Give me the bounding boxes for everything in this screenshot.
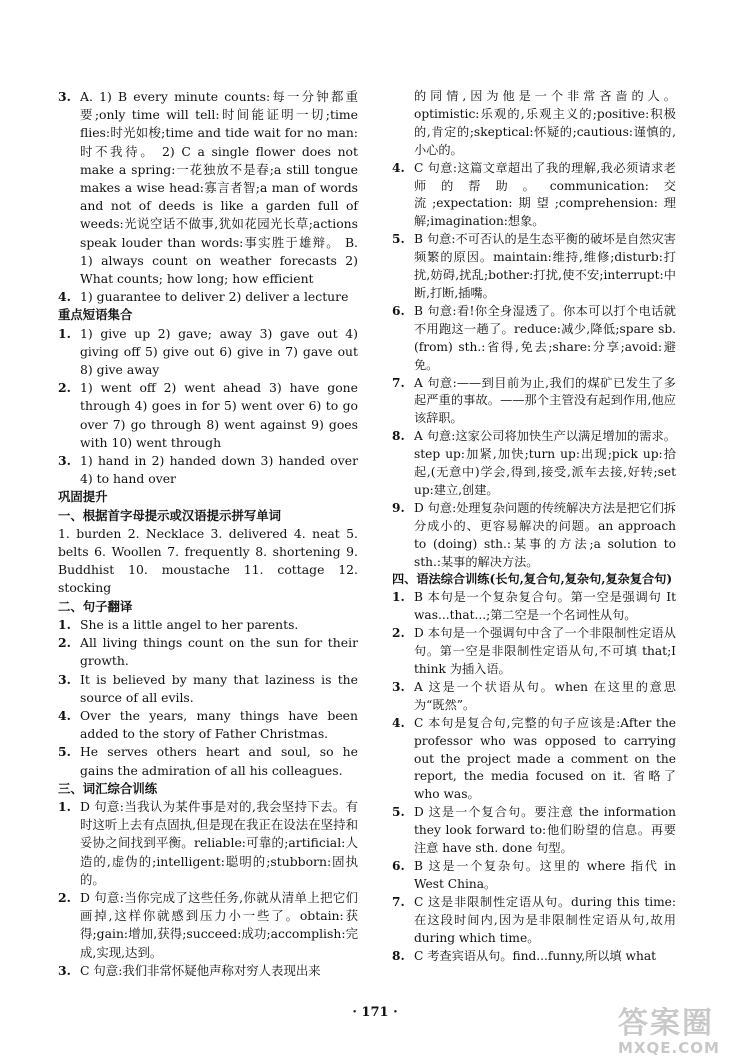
subsection-heading: 四、语法综合训练(长句,复合句,复杂句,复杂复合句) [392, 572, 673, 587]
item-text: D 本句是一个强调句中含了一个非限制性定语从句。第一空是非限制性定语从句,不可填 that;I think 为插入语。 [414, 626, 676, 676]
item-number: 1. [58, 798, 71, 814]
text-block: 1. burden 2. Necklace 3. delivered 4. neat 5. belts 6. Woollen 7. frequently 8. shortening 9. Buddhist 10. moustache 11. cottage 12. stocking [58, 525, 358, 596]
answer-item [392, 160, 676, 232]
item-text: C 这是非限制性定语从句。during this time:在这段时间内,因为是非限制性定语从句,故用 during which time。 [414, 894, 676, 945]
answer-item [58, 379, 358, 452]
item-number: 7. [392, 375, 405, 390]
item-number: 6. [392, 303, 405, 318]
watermark-logo [618, 1008, 746, 1058]
watermark-url: MXQE.COM [618, 1039, 720, 1057]
watermark-text: 答案圈 [618, 1006, 714, 1041]
item-text: B 这是一个复杂句。这里的 where 指代 in West China。 [414, 858, 676, 891]
answer-item [58, 798, 358, 889]
item-number: 3. [392, 679, 405, 694]
item-number: 9. [392, 500, 405, 515]
subsection-heading: 二、句子翻译 [58, 598, 133, 614]
answer-item [392, 231, 676, 303]
item-text: D 这是一个复合句。要注意 the information they look forward to:他们盼望的信息。再要注意 have sth. done 句型。 [414, 805, 676, 856]
item-text: C 本句是复合句,完整的句子应该是:After the professor who was opposed to carrying out the project made a comment on the report, the media focused on it. 省略了 who was。 [414, 715, 676, 802]
right-column [392, 88, 676, 965]
item-number: 4. [392, 160, 405, 175]
answer-item [58, 325, 358, 380]
item-number: 4. [58, 707, 71, 723]
item-text: C 句意:这篇文章超出了我的理解,我必须请求老师的帮助。communication:交流;expectation:期望;comprehension:理解;imagination:想象。 [414, 160, 676, 229]
item-number: 1. [392, 590, 405, 605]
item-number: 2. [58, 635, 71, 651]
answer-item [58, 616, 358, 634]
answer-item [392, 303, 676, 375]
subsection-heading: 三、词汇综合训练 [58, 780, 158, 796]
answer-item [58, 671, 358, 707]
answer-item [392, 858, 676, 894]
answer-item [58, 707, 358, 743]
item-number: 5. [392, 805, 405, 820]
left-column [58, 88, 358, 980]
section-heading: 重点短语集合 [58, 307, 133, 323]
item-number: 2. [392, 626, 405, 641]
item-text: D 句意:当你完成了这些任务,你就从清单上把它们画掉,这样你就感到压力小一些了。obtain:获得;gain:增加,获得;succeed:成功;accomplish:完成,实现,达到。 [80, 889, 358, 960]
item-text: A 这是一个状语从句。when 在这里的意思为“既然”。 [414, 679, 676, 712]
item-text: 1) went off 2) went ahead 3) have gone through 4) goes in for 5) went over 6) to go over 7) go through 8) went against 9) goes with 10) went through [80, 380, 358, 450]
item-number: 8. [392, 948, 405, 963]
item-text: 1) give up 2) gave; away 3) gave out 4) giving off 5) give out 6) give in 7) gave out 8) give away [80, 325, 358, 378]
answer-item [58, 88, 358, 288]
item-number: 2. [58, 889, 71, 905]
answer-item [392, 679, 676, 715]
answer-item [58, 962, 358, 980]
answer-item [392, 948, 676, 966]
answer-item [392, 375, 676, 429]
item-number: 8. [392, 429, 405, 444]
answer-item [58, 452, 358, 488]
item-text: Over the years, many things have been added to the story of Father Christmas. [80, 707, 358, 742]
item-text: She is a little angel to her parents. [80, 616, 299, 632]
item-text: It is believed by many that laziness is the source of all evils. [80, 671, 358, 705]
item-text: 1) guarantee to deliver 2) deliver a lecture [80, 289, 349, 305]
item-number: 5. [392, 232, 405, 247]
item-text: A 句意:这家公司将加快生产以满足增加的需求。step up:加紧,加快;turn up:出现;pick up:拾起,(无意中)学会,得到,接受,派车去接,好转;set up:建立,创建。 [414, 429, 676, 497]
item-number: 5. [58, 744, 71, 760]
item-text: C 考查宾语从句。find...funny,所以填 what [414, 948, 656, 963]
item-text: All living things count on the sun for their growth. [80, 635, 358, 669]
answer-item [392, 625, 676, 679]
answer-item [58, 743, 358, 779]
subsection-heading: 一、根据首字母提示或汉语提示拼写单词 [58, 507, 282, 523]
answer-item [392, 804, 676, 858]
answer-item [392, 428, 676, 500]
item-number: 7. [392, 894, 405, 909]
item-text: C 句意:我们非常怀疑他声称对穷人表现出来 [80, 962, 321, 978]
answer-item [58, 634, 358, 670]
item-number: 3. [58, 89, 71, 104]
answer-item [392, 589, 676, 625]
page-number: · 171 · [352, 1005, 398, 1020]
item-text: B 本句是一个复杂复合句。第一空是强调句 It was...that...;第二空是一个名词性从句。 [414, 590, 676, 623]
text-block: 的同情,因为他是一个非常吝啬的人。optimistic:乐观的,乐观主义的;positive:积极的,肯定的;skeptical:怀疑的;cautious:谨慎的,小心的。 [414, 89, 676, 157]
item-text: He serves others heart and soul, so he gains the admiration of all his colleagues. [80, 744, 358, 778]
item-number: 3. [58, 671, 71, 687]
item-number: 3. [58, 453, 71, 469]
answer-item [392, 715, 676, 805]
item-text: B 句意:看!你全身湿透了。你本可以打个电话就不用跑这一趟了。reduce:减少,降低;spare sb. (from) sth.:省得,免去;share:分享;avoid:避免。 [414, 303, 676, 372]
item-number: 4. [392, 715, 405, 730]
answer-item [58, 288, 358, 306]
item-number: 3. [58, 962, 71, 978]
item-number: 1. [58, 616, 71, 632]
section-heading: 巩固提升 [58, 489, 108, 505]
answer-item [392, 500, 676, 572]
item-number: 4. [58, 289, 71, 305]
item-number: 6. [392, 858, 405, 873]
item-text: D 句意:当我认为某件事是对的,我会坚持下去。有时这听上去有点固执,但是现在我正在设法在坚持和妥协之间找到平衡。reliable:可靠的;artificial:人造的,虚伪的;intelligent:聪明的;stubborn:固执的。 [80, 798, 358, 887]
item-number: 2. [58, 380, 71, 396]
answer-item [58, 889, 358, 962]
item-text: A 句意:——到目前为止,我们的煤矿已发生了多起严重的事故。——那个主管没有起到作用,他应该辞职。 [414, 375, 676, 426]
item-number: 1. [58, 325, 71, 341]
item-text: A. 1) B every minute counts:每一分钟都重要;only time will tell:时间能证明一切;time flies:时光如梭;time and tide wait for no man:时不我待。 2) C a single flower does not make a spring:一花独放不是春;a still tongue makes a wise head:寡言者智;a man of words and not of deeds is like a garden full of weeds:光说空话不做事,犹如花园光长草;actions speak louder than words:事实胜于雄辩。 B. 1) always count on weather forecasts 2) What counts; how long; how efficient [80, 89, 358, 287]
answer-item [392, 894, 676, 948]
item-text: 1) hand in 2) handed down 3) handed over 4) to hand over [80, 453, 358, 487]
item-text: B 句意:不可否认的是生态平衡的破坏是自然灾害频繁的原因。maintain:维持,维修;disturb:打扰,妨碍,扰乱;bother:打扰,使不安;interrupt:中断,打断,插嘴。 [414, 232, 676, 300]
item-text: D 句意:处理复杂问题的传统解决方法是把它们拆分成小的、更容易解决的问题。an approach to (doing) sth.:某事的方法;a solution to sth.:某事的解决方法。 [414, 500, 676, 569]
